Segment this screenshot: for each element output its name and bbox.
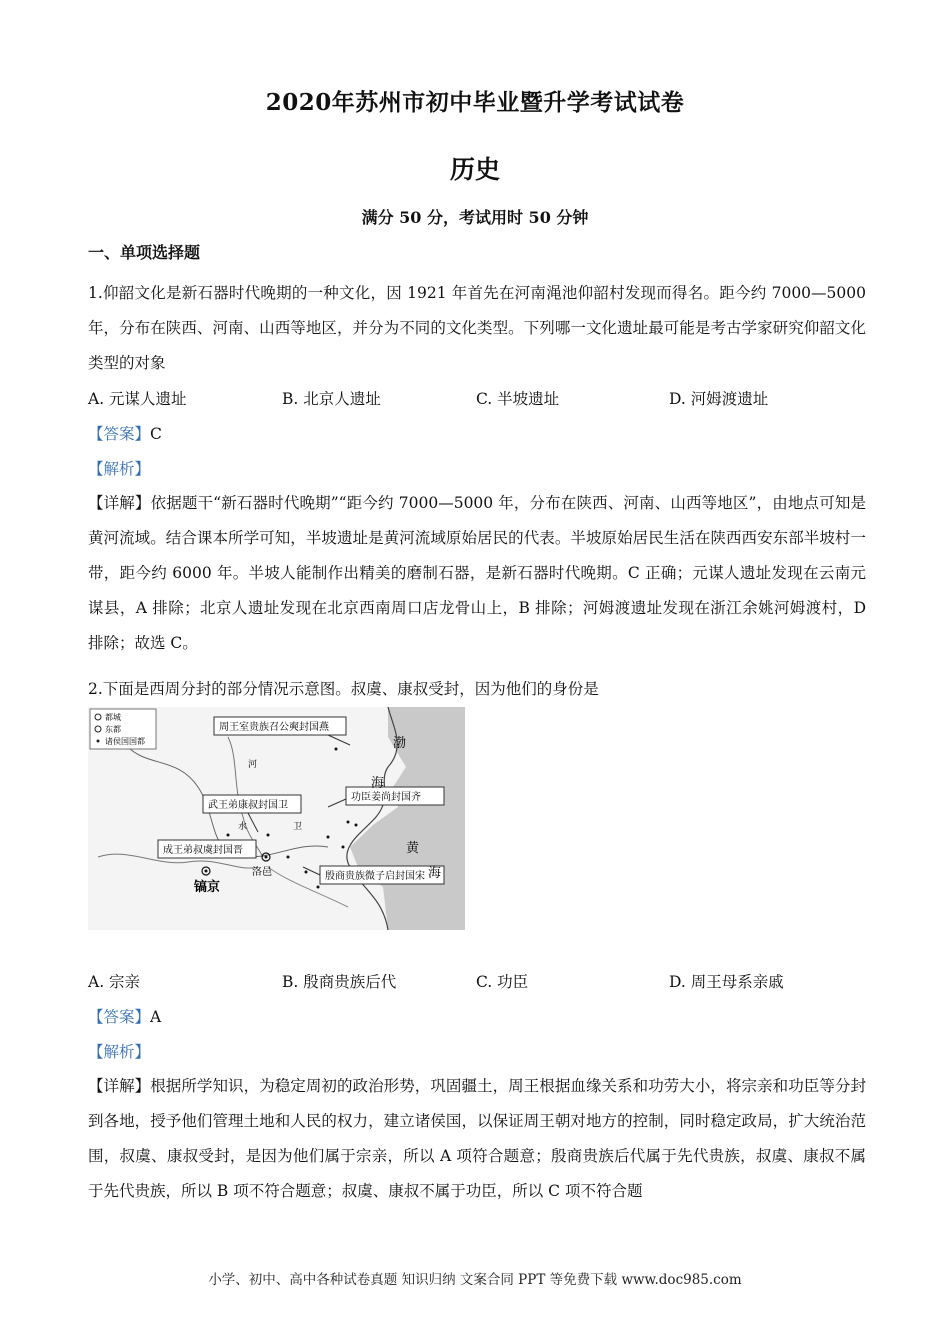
q1-option-d: D. 河姆渡遗址 (669, 390, 769, 408)
legend-east-capital: 东都 (105, 725, 121, 734)
answer-value: C (150, 425, 162, 443)
label-bohai-2: 海 (371, 776, 385, 791)
luoyi-dot (265, 856, 268, 859)
detail-text: 依据题干“新石器时代晚期”“距今约 7000—5000 年，分布在陕西、河南、山西等地区”，由地点可知是黄河流域。结合课本所学可知，半坡遗址是黄河流域原始居民的代表。半坡原始居民生活在陕西西安东部半坡村一带，距今约 6000 年。半坡人能制作出精美的磨制石器，是新石器时代晚期。C 正确；元谋人遗址发现在云南元谋县，A 排除；北京人遗址发现在北京西南周口店龙骨山上，B 排除；河姆渡遗址发现在浙江余姚河姆渡村，D 排除；故选 C。 (88, 494, 866, 652)
page-footer: 小学、初中、高中各种试卷真题 知识归纳 文案合同 PPT 等免费下载 www.doc985.com (208, 1272, 742, 1288)
label-river-2: 水 (238, 822, 248, 832)
q1-stem: 1.仰韶文化是新石器时代晚期的一种文化，因 1921 年首先在河南渑池仰韶村发现而得名。距今约 7000—5000 年，分布在陕西、河南、山西等地区，并分为不同的文化类型。下列哪一文化遗址最可能是考古学家研究仰韶文化类型的对象 (88, 284, 866, 372)
haojing-dot (205, 870, 208, 873)
q2-analysis-tag: 【解析】 (88, 1043, 151, 1061)
exam-title: 2020年苏州市初中毕业暨升学考试试卷 (265, 89, 685, 116)
legend-vassal: 诸侯国国都 (105, 737, 145, 746)
label-haojing: 镐京 (194, 880, 221, 895)
q1-analysis-tag: 【解析】 (88, 460, 151, 478)
q1-option-b: B. 北京人遗址 (282, 390, 381, 408)
city-dot-jin (227, 834, 230, 837)
city-dot-song (305, 871, 308, 874)
answer-tag: 【答案】 (88, 1008, 151, 1026)
q1-detail (88, 486, 866, 661)
label-wei: 武王弟康叔封国卫 (208, 800, 288, 811)
city-dot-qi (355, 824, 358, 827)
q2-answer (88, 1005, 161, 1027)
section-heading: 一、单项选择题 (88, 243, 201, 262)
city-dot-wei (267, 834, 270, 837)
detail-tag: 【详解】 (88, 494, 151, 512)
q1-option-c: C. 半坡遗址 (476, 390, 560, 408)
label-huanghai-1: 黄 (406, 841, 420, 856)
label-huanghai-2: 海 (428, 866, 442, 881)
label-luoyi: 洛邑 (252, 867, 272, 878)
q2-stem: 2.下面是西周分封的部分情况示意图。叔虞、康叔受封，因为他们的身份是 (88, 680, 599, 698)
answer-value: A (150, 1008, 162, 1026)
city-dot-2 (342, 846, 345, 849)
q2-detail (88, 1069, 866, 1209)
label-river-1: 河 (248, 760, 258, 770)
q2-option-a: A. 宗亲 (88, 973, 141, 991)
label-qi: 功臣姜尚封国齐 (351, 792, 421, 803)
city-dot-5 (347, 821, 350, 824)
label-river-3: 卫 (293, 822, 303, 832)
q2-option-d: D. 周王母系亲戚 (669, 973, 784, 991)
answer-tag: 【答案】 (88, 425, 151, 443)
detail-tag: 【详解】 (88, 1077, 151, 1095)
subject-title: 历史 (449, 155, 500, 184)
q1-answer (88, 422, 162, 444)
western-zhou-map (88, 707, 465, 930)
label-bohai-1: 渤 (393, 736, 407, 751)
detail-text: 根据所学知识，为稳定周初的政治形势，巩固疆土，周王根据血缘关系和功劳大小，将宗亲和功臣等分封到各地，授予他们管理土地和人民的权力，建立诸侯国，以保证周王朝对地方的控制，同时稳定政局，扩大统治范围，叔虞、康叔受封，是因为他们属于宗亲，所以 A 项符合题意；殷商贵族后代属于先代贵族，叔虞、康叔不属于先代贵族，所以 B 项不符合题意；叔虞、康叔不属于功臣，所以 C 项不符合题 (88, 1077, 866, 1200)
city-dot-3 (287, 856, 290, 859)
label-song: 殷商贵族微子启封国宋 (325, 871, 425, 882)
city-dot-4 (317, 886, 320, 889)
label-jin: 成王弟叔虞封国晋 (163, 845, 243, 856)
q2-option-b: B. 殷商贵族后代 (282, 973, 397, 991)
q2-option-c: C. 功臣 (476, 973, 529, 991)
city-dot-yan (335, 748, 338, 751)
legend-vassal-icon (97, 740, 100, 743)
label-yan: 周王室贵族召公奭封国燕 (219, 722, 329, 733)
city-dot-1 (327, 836, 330, 839)
score-info: 满分 50 分，考试用时 50 分钟 (361, 208, 589, 227)
legend-capital: 都城 (105, 713, 121, 722)
q1-option-a: A. 元谋人遗址 (88, 390, 187, 408)
